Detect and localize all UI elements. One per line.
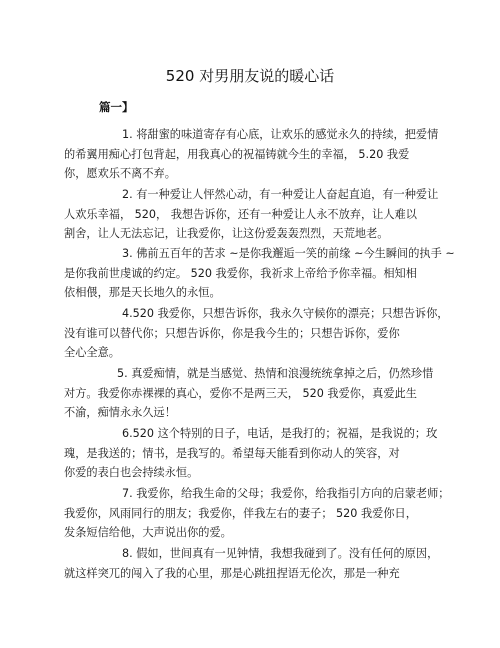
paragraph-line: 没有谁可以替代你；只想告诉你，你是我今生的；只想告诉你，爱你 xyxy=(64,326,400,340)
paragraph-line: 割舍，让人无法忘记，让我爱你，让这份爱轰轰烈烈，天荒地老。 xyxy=(64,227,389,240)
paragraph-line: 我爱你，风雨同行的朋友；我爱你，伴我左右的妻子； 520 我爱你日， xyxy=(64,506,417,520)
paragraph-line: 你爱的表白也会持续永恒。 xyxy=(64,466,199,479)
section-heading: 篇一】 xyxy=(99,100,134,114)
paragraph-7 xyxy=(64,484,456,543)
paragraph-line: 3. 佛前五百年的苦求 ~是你我邂逅一笑的前缘 ~今生瞬间的执手 ~ xyxy=(122,247,455,260)
paragraph-line: 2. 有一种爱让人怦然心动，有一种爱让人奋起直追，有一种爱让 xyxy=(122,188,439,201)
paragraph-line: 依相偎，那是天长地久的永恒。 xyxy=(64,286,221,299)
paragraph-line: 不渝，痴情永永久远！ xyxy=(64,406,176,419)
paragraph-line: 瑰，是我送的；情书，是我写的。希望每天能看到你动人的笑容，对 xyxy=(64,446,400,460)
page-title: 520 对男朋友说的暖心话 xyxy=(165,67,335,85)
paragraph-line: 你，愿欢乐不离不弃。 xyxy=(64,167,176,180)
paragraph-6 xyxy=(64,424,456,483)
paragraph-line: 发条短信给他，大声说出你的爱。 xyxy=(64,526,232,539)
paragraph-line: 5. 真爱痴情，就是当感觉、热情和浪漫统统拿掉之后，仍然珍惜 xyxy=(117,367,434,380)
paragraph-8 xyxy=(64,544,456,583)
paragraph-3 xyxy=(64,244,456,303)
paragraph-line: 8. 假如，世间真有一见钟情，我想我碰到了。没有任何的原因， xyxy=(122,547,439,560)
paragraph-4 xyxy=(64,304,456,363)
paragraph-line: 7. 我爱你，给我生命的父母；我爱你，给我指引方向的启蒙老师； xyxy=(122,487,450,500)
paragraph-line: 就这样突兀的闯入了我的心里，那是心跳扭捏语无伦次，那是一种充 xyxy=(64,566,400,580)
paragraph-line: 6.520 这个特别的日子，电话，是我打的；祝福，是我说的；玫 xyxy=(122,427,438,440)
paragraph-line: 的希翼用痴心打包背起，用我真心的祝福铸就今生的幸福， 5.20 我爱 xyxy=(64,147,410,161)
paragraph-2 xyxy=(64,185,456,244)
paragraph-line: 4.520 我爱你，只想告诉你，我永久守候你的漂亮；只想告诉你， xyxy=(122,307,449,320)
paragraph-line: 人欢乐幸福， 520， 我想告诉你，还有一种爱让人永不放弃，让人难以 xyxy=(64,207,417,221)
paragraph-5 xyxy=(64,364,456,423)
paragraph-line: 全心全意。 xyxy=(64,346,120,359)
paragraph-line: 是你我前世虔诚的约定。 520 我爱你，我祈求上帝给予你幸福。相知相 xyxy=(64,266,417,280)
paragraph-line: 对方。我爱你赤裸裸的真心，爱你不是两三天， 520 我爱你，真爱此生 xyxy=(64,386,417,400)
paragraph-1 xyxy=(64,125,456,184)
paragraph-line: 1. 将甜蜜的味道寄存有心底，让欢乐的感觉永久的持续，把爱情 xyxy=(122,128,439,141)
